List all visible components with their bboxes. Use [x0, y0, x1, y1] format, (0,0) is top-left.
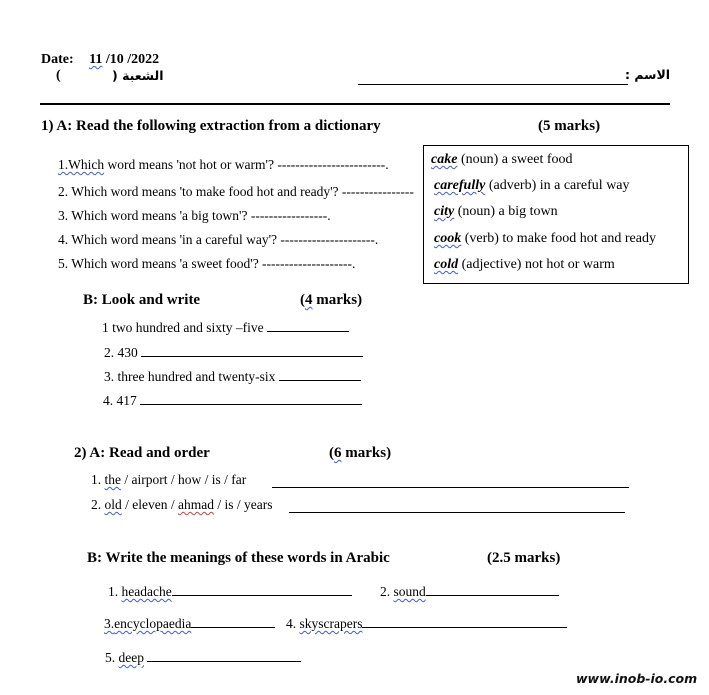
dictionary-box [423, 145, 689, 284]
q1b-item-1 [102, 319, 349, 336]
name-label: الاسم : [625, 67, 671, 82]
answer-blank[interactable] [141, 344, 363, 357]
dictionary-word: city [434, 204, 455, 219]
answer-blank[interactable] [272, 487, 629, 488]
answer-blank[interactable] [140, 392, 362, 405]
item-word: encyclopaedia [114, 616, 192, 631]
item-num: 2. [380, 584, 394, 599]
dictionary-word: carefully [434, 178, 486, 193]
q1b-item-text: 4. 417 [103, 393, 137, 408]
item-num: 1. [108, 584, 122, 599]
q2a-item-2 [91, 497, 273, 513]
answer-blank[interactable] [426, 583, 559, 596]
answer-blank[interactable] [191, 615, 275, 628]
item-word: skyscrapers [299, 616, 363, 631]
q1b-marks [300, 292, 362, 309]
section-open-paren: ( [56, 68, 61, 83]
q1a-question-4: 4. Which word means 'in a careful way'? ---------------------. [58, 232, 379, 247]
q1-text: word means 'not hot or warm'? ------------------------. [104, 157, 389, 172]
header-divider [40, 103, 670, 105]
dictionary-entry [431, 152, 573, 168]
marks-num: 4 [305, 292, 313, 308]
dictionary-definition: (verb) to make food hot and ready [461, 231, 656, 246]
item-num: 2. [91, 497, 105, 512]
dictionary-entry [434, 257, 615, 273]
dictionary-entry [434, 231, 656, 247]
marks-rest: marks) [312, 292, 363, 308]
date-field [41, 52, 159, 68]
marks-open: ( [329, 445, 334, 461]
q1b-item-3 [104, 368, 361, 385]
item-word: old [104, 497, 122, 512]
item-num: 4. [286, 616, 300, 631]
q2b-marks: (2.5 marks) [487, 550, 561, 566]
answer-blank[interactable] [147, 649, 301, 662]
answer-blank[interactable] [267, 319, 349, 332]
q1b-title: B: Look and write [83, 292, 201, 308]
q1a-question-5: 5. Which word means 'a sweet food'? --------------------. [58, 256, 356, 271]
section-label: الشعبة ( [112, 68, 164, 83]
q2b-item-4 [286, 615, 567, 632]
name-blank-line[interactable] [358, 84, 628, 85]
q1a-marks: (5 marks) [538, 118, 601, 134]
dictionary-word: cold [434, 257, 459, 272]
q2b-item-2 [380, 583, 559, 600]
dictionary-word: cake [431, 152, 458, 167]
q2b-item-5 [105, 649, 301, 666]
marks-rest: marks) [341, 445, 392, 461]
q1a-title: 1) A: Read the following extraction from a dictionary [41, 118, 381, 134]
q1-prefix: 1.Which [58, 157, 105, 172]
dictionary-definition: (adverb) in a careful way [485, 178, 630, 193]
dictionary-definition: (noun) a big town [454, 204, 558, 219]
item-word: ahmad [178, 497, 214, 512]
q1a-question-3: 3. Which word means 'a big town'? -----------------. [58, 208, 331, 223]
q1b-item-4 [103, 392, 362, 409]
item-mid: / eleven / [121, 497, 178, 512]
q1b-item-2 [104, 344, 363, 361]
q1a-question-2: 2. Which word means 'to make food hot and ready'? ---------------- [58, 184, 414, 199]
date-rest: /10 /2022 [102, 52, 160, 67]
q1a-question-1 [58, 157, 389, 173]
q2a-item-1 [91, 472, 246, 488]
q2a-marks [329, 445, 391, 462]
dictionary-entry [434, 178, 630, 194]
q1b-item-text: 2. 430 [104, 345, 138, 360]
dictionary-entry [434, 204, 558, 220]
answer-blank[interactable] [172, 583, 352, 596]
q1b-item-text: 3. three hundred and twenty-six [104, 369, 276, 384]
answer-blank[interactable] [279, 368, 361, 381]
item-num: 3. [104, 616, 115, 631]
q2b-title: B: Write the meanings of these words in Arabic [87, 550, 390, 566]
answer-blank[interactable] [362, 615, 567, 628]
q1b-item-text: 1 two hundred and sixty –five [102, 320, 264, 335]
date-day: 11 [89, 52, 103, 67]
dictionary-definition: (adjective) not hot or warm [458, 257, 615, 272]
website-watermark: www.inob-io.com [576, 671, 698, 686]
answer-blank[interactable] [289, 512, 625, 513]
q2a-title: 2) A: Read and order [74, 445, 210, 461]
marks-num: 6 [334, 445, 342, 461]
dictionary-word: cook [434, 231, 462, 246]
dictionary-definition: (noun) a sweet food [457, 152, 573, 167]
item-word: headache [121, 584, 172, 599]
item-rest: / airport / how / is / far [121, 472, 247, 487]
item-word: deep [118, 650, 144, 665]
date-label: Date: [41, 52, 74, 67]
item-num: 1. [91, 472, 105, 487]
item-word: sound [393, 584, 426, 599]
item-word: the [104, 472, 121, 487]
marks-open: ( [300, 292, 305, 308]
q2b-item-3 [104, 615, 275, 632]
q2b-item-1 [108, 583, 352, 600]
item-rest: / is / years [214, 497, 273, 512]
item-num: 5. [105, 650, 119, 665]
